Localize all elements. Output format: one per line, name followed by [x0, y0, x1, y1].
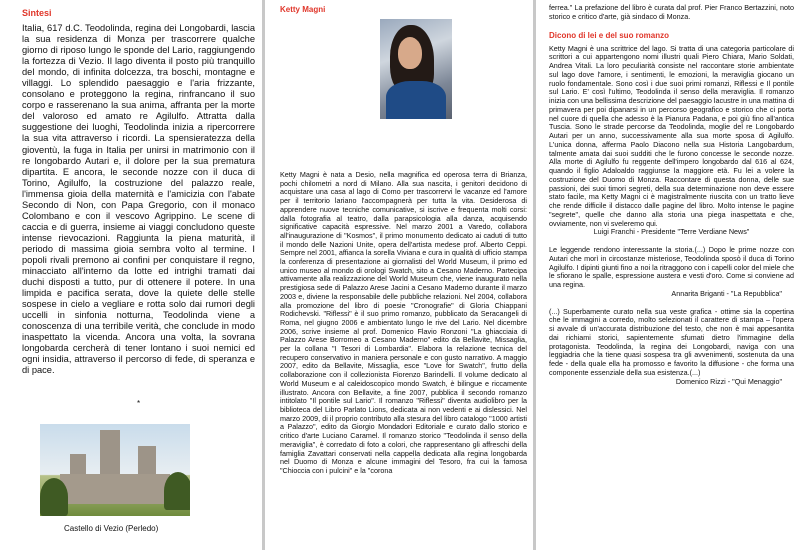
column-separator-right	[533, 0, 536, 550]
synopsis-text: Italia, 617 d.C. Teodolinda, regina dei Longobardi, lascia la sua residenza di Monza per trascorrere qualche giorno di riposo lungo le sponde del Lario, raggiungendo la fortezza di Vezio. Il lago diventa il posto più tranquillo del mondo, di infinita dolcezza, tra boschi, montagne e villaggi. Lo splendido paesaggio e l'aria frizzante, consolano e proteggono la regina, rinfrancano il suo corpo e rasserenano la sua anima, affranta per la morte del valoroso ed amato re Agilulfo. Attratta dalla suggestione dei luoghi, Teodolinda inizia a ripercorrere la sua vita attraverso i ricordi. La spensieratezza della gioventù, la fuga in Italia per unirsi in matrimonio con il re longobardo Autari e, il dolore per la sua prematura dipartita. E ancora, le seconde nozze con il duca di Torino, Agilulfo, la costruzione del palazzo reale, l'immensa gioia della maternità e l'amicizia con l'abate Secondo di Non, con Papa Gregorio, con il monaco Colombano e con il vescovo Agrippino. Le scene di caccia e di guerra, insieme ai viaggi concludono queste intense rievocazioni. Raggiunta la piena maturità, il periodo di massima gioia sembra volto al termine. I popoli rivali premono ai confini per conquistare il regno, minacciato all'interno da lotte ed intrighi tramati dai duchi disposti a tutto, pur di ottenere il potere. In una limpida e pacifica serata, dove la quiete delle stelle sospese in cielo a vegliare e rotta solo dai rumori degli uccelli in sinfonia notturna, Teodolinda viene a conoscenza di una terribile verità, che conclude in modo inaspettato la vicenda. Ancora una volta, la sovrana longobarda cercherà di tener lontano i suoi nemici ed ogni insidia, attraverso il percorso di fede, di speranza e di pace.	[22, 23, 255, 376]
reviews-column	[537, 0, 800, 550]
author-portrait-photo	[380, 19, 452, 119]
review-briganti-text: Le leggende rendono interessante la storia.(...) Dopo le prime nozze con Autari che morì in circostanze misteriose, Teodolinda sposò il duca di Torino Agilulfo. I dipinti giunti fino a noi la ritraggono con i capelli color del miele che le sfiorano le spalle, espressione austera e vesti d'oro. Come si conviene ad una regina.	[549, 245, 794, 289]
review-rizzi-signature: Domenico Rizzi - "Qui Menaggio"	[675, 376, 782, 386]
castle-photo	[40, 424, 190, 516]
author-heading: Ketty Magni	[280, 5, 326, 14]
author-column	[266, 0, 533, 550]
reviews-heading: Dicono di lei e del suo romanzo	[549, 30, 670, 40]
review-franchi-signature: Luigi Franchi - Presidente "Terre Verdiane News"	[593, 227, 750, 237]
synopsis-heading: Sintesi	[22, 8, 52, 18]
synopsis-column	[0, 0, 263, 550]
castle-caption: Castello di Vezio (Perledo)	[64, 523, 159, 533]
review-briganti-signature: Annarita Briganti - "La Repubblica"	[671, 288, 782, 298]
preface-text: ferrea." La prefazione del libro è curata dal prof. Pier Franco Bertazzini, noto storico e critico d'arte, già sindaco di Monza.	[549, 3, 794, 21]
review-rizzi-text: (...) Superbamente curato nella sua veste grafica - ottime sia la copertina che le immagini a corredo, molto selezionati il carattere di stampa – l'opera si avvale di un'accurata distribuzione del testo, che non è mai appesantita dai richiami storici, sapientemente sfumati dietro l'immagine della protagonista. Teodolinda, la regina dei Longobardi, navigа con una leggiadria che la tiene quasi sospesa tra gli avvenimenti, sostenuta da una fede - della quale ella ha promosso e favorito la diffusione - che forma una componente essenziale della sua esistenza.(...)	[549, 306, 794, 377]
section-star: *	[136, 398, 141, 408]
author-bio-text: Ketty Magni è nata a Desio, nella magnifica ed operosa terra di Brianza, pochi chilometri a nord di Milano. Alla sua nascita, i genitori decidono di acquistare una casa al lago di Como per trascorrervi le vacanze ed l'amore per il territorio lariano l'accompagnerà per tutta la vita. Desiderosa di apprendere nuove tecniche comunicative, si iscrive e frequenta molti corsi: dalla fotografia al teatro, dalla parapsicologia alla danza, acquisendo significative capacità espressive. Nel marzo 2001 a Varedo, collabora all'inaugurazione di "Kosmos", il primo monumento dedicato ai caduti di tutto il mondo delle Nazioni Unite, opera dell'artista medese prof. Alberto Ceppi. Sempre nel 2001, affianca la sorella Viviana e cura in qualità di ufficio stampa la conferenza di presentazione ai giornalisti del World Museum, il primo ed unico museo al mondo di orologi Swatch, sito a Cesano Maderno. Partecipa attivamente alla realizzazione del World Museum che, viene inaugurato nella prestigiosa sede di Palazzo Arese Jacini a Cesano Maderno durante il marzo 2003 e, diviene la responsabile delle pubbliche relazioni. Nel 2004, collabora alla promozione del libro di poesie "Cronografie" di Gloria Chiappani Rodichevski. "Riflessi" è il suo primo romanzo, pubblicato da Seracangeli di Roma, nel giugno 2006 e ambientato lungo le rive del Lario. Nel dicembre 2006, scrive insieme al prof. Domenico Flavio Ronzoni "La ghiacciaia di Palazzo Arese Borromeo a Cesano Maderno" edito da Bellavite, Missaglia, per la collana "I Tesori di Lombardia". Elabora la relazione tecnica del recupero conservativo in maniera personale e con gusto narrativo. A maggio 2007, edito da Bellavite, Missaglia, esce "Love for Swatch", frutto della collaborazione con il collezionista Fiorenzo Barindelli. Il volume dedicato al World Museum e al caleidoscopico mondo Swatch, è bilingue e riccamente illustrato. Ancora con Bellavite, a fine 2007, pubblica il secondo romanzo intitolato "Il pontile sul Lario". Il romanzo "Riflessi" diventa audiolibro per la biblioteca del Libro Parlato Lions, dedicata ai non vedenti e ai dislessici. Nel marzo 2009, di il proprio contributo alla stesura del libro catalogo "1000 artisti a Palazzo", edito da Giorgio Mondadori Editoriale e curato dallo storico e critico d'arte Luciano Caramel. Il romanzo storico "Teodolinda il senso della meraviglia", è corredato di foto a colori, che rappresentano gli affreschi della famiglia Zavattari conservati nella cappella dedicata alla regina longobarda nel Duomo di Monza e alcune immagini del Tesoro, fra cui la famosa "Chioccia con i pulcini" e la "corona	[280, 170, 527, 475]
review-franchi-text: Ketty Magni è una scrittrice del lago. Si tratta di una categoria particolare di scrittori a cui appartengono nomi illustri quali Piero Chiara, Mario Soldati, Andrea Vitali. La loro peculiarità consiste nel raccontare storie ambientate sul lago dove l'amore, i sentimenti, le emozioni, la meraviglia giocano un ruolo fondamentale. Sono così i due suoi primi romanzi, Riflessi e Il pontile sul Lario. E' così l'ultimo, Teodolinda il senso della meraviglia. Il romanzo inizia con una bellissima descrizione del paesaggio lacustre in una mattina di primavera per poi dipanarsi in un percorso geografico e storico che ci porta nel cuore di quella che adesso è la Pianura Padana, e poi giù fino all'antica Tuscia. Sono le strade percorse da Teodolinda, moglie del re Longobardo Autari per un anno, successivamente alla sua morte sposa di Agilulfo. L'unica donna, afferma Paolo Diacono nella sua Historia Langobardum, talmente amata dai suoi sudditi che le furono concesse le seconde nozze. Alla morte di Agilulfo fu reggente dell'impero longobardo dal 616 al 624, quando il figlio Adaloaldo raggiunse la maggiore età. Fu lei a volere la costruzione del Duomo di Monza. Raccontare di questa donna, delle sue passioni, dei suoi timori segreti, della sua determinazione non deve essere stato facile, ma Ketty Magni ci è magistralmente riuscita con un tratto lieve che rende difficile il distacco dalle pagine del libro. Molto intense le pagine "segrete", quelle che danno alla storia una piega inaspettata e che, ovviamente, non vi sveleremo qui.	[549, 43, 794, 228]
